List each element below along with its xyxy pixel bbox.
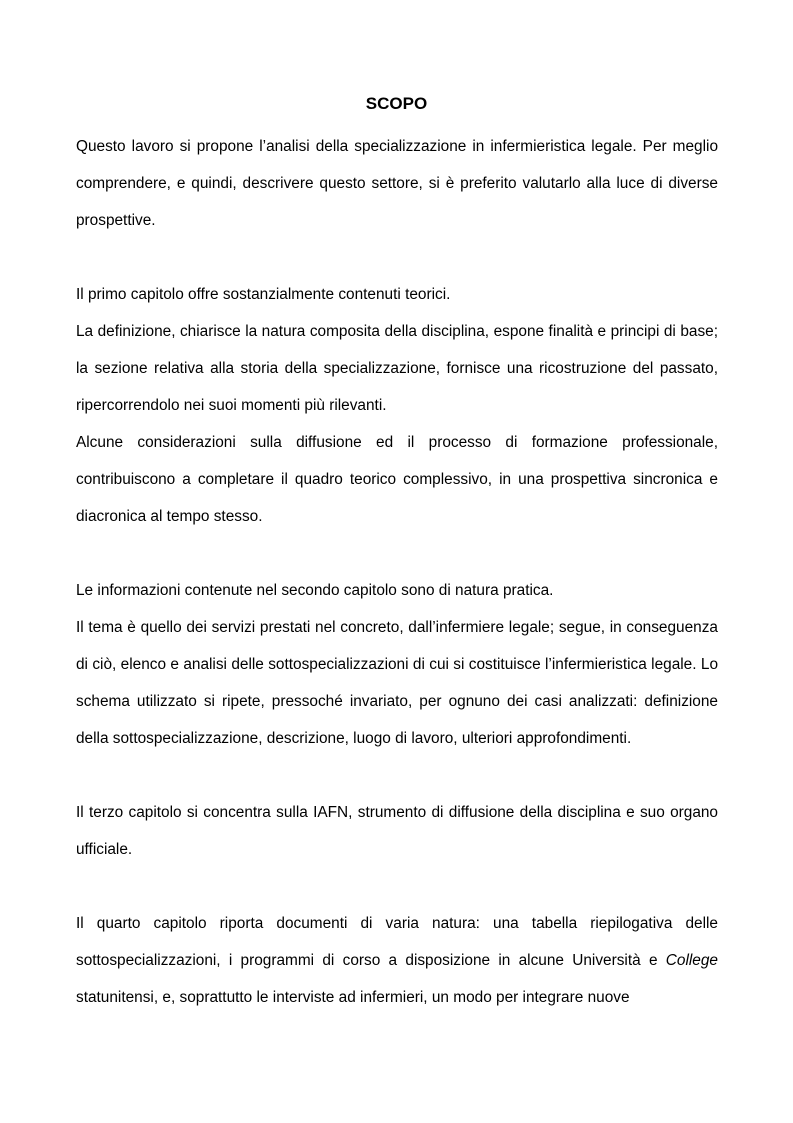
paragraph-diffusion: Alcune considerazioni sulla diffusione ed il processo di formazione professionale, contribuiscono a completare il quadro teorico complessivo, in una prospettiva sincronica e diacronica al tempo stesso. bbox=[76, 434, 718, 525]
paragraph-text: statunitensi, e, soprattutto le interviste ad infermieri, un modo per integrare nuove bbox=[76, 989, 630, 1006]
paragraph-text: Il quarto capitolo riporta documenti di varia natura: una tabella riepilogativa delle sottospecializzazioni, i programmi di corso a disposizione in alcune Università e bbox=[76, 915, 718, 969]
paragraph-chapter-2: Le informazioni contenute nel secondo capitolo sono di natura pratica. bbox=[76, 582, 554, 599]
paragraph-services: Il tema è quello dei servizi prestati nel concreto, dall’infermiere legale; segue, in conseguenza di ciò, elenco e analisi delle sottospecializzazioni di cui si costituisce l’infermieristica legale. Lo schema utilizzato si ripete, pressoché invariato, per ognuno dei casi analizzati: definizione della sottospecializzazione, descrizione, luogo di lavoro, ulteriori approfondimenti. bbox=[76, 619, 718, 747]
paragraph-chapter-1: Il primo capitolo offre sostanzialmente contenuti teorici. bbox=[76, 286, 451, 303]
paragraph-chapter-3: Il terzo capitolo si concentra sulla IAFN, strumento di diffusione della disciplina e suo organo ufficiale. bbox=[76, 804, 718, 858]
paragraph-gap bbox=[76, 868, 718, 905]
page-title: SCOPO bbox=[365, 94, 428, 113]
paragraph-gap bbox=[76, 757, 718, 794]
document-body bbox=[76, 128, 718, 1016]
paragraph-chapter-4 bbox=[76, 905, 718, 1016]
paragraph-gap bbox=[76, 535, 718, 572]
italic-term: College bbox=[665, 952, 718, 969]
paragraph-gap bbox=[76, 239, 718, 276]
paragraph-definition: La definizione, chiarisce la natura composita della disciplina, espone finalità e principi di base; la sezione relativa alla storia della specializzazione, fornisce una ricostruzione del passato, ripercorrendolo nei suoi momenti più rilevanti. bbox=[76, 323, 718, 414]
paragraph-intro: Questo lavoro si propone l’analisi della specializzazione in infermieristica legale. Per meglio comprendere, e quindi, descrivere questo settore, si è preferito valutarlo alla luce di diverse prospettive. bbox=[76, 138, 718, 229]
